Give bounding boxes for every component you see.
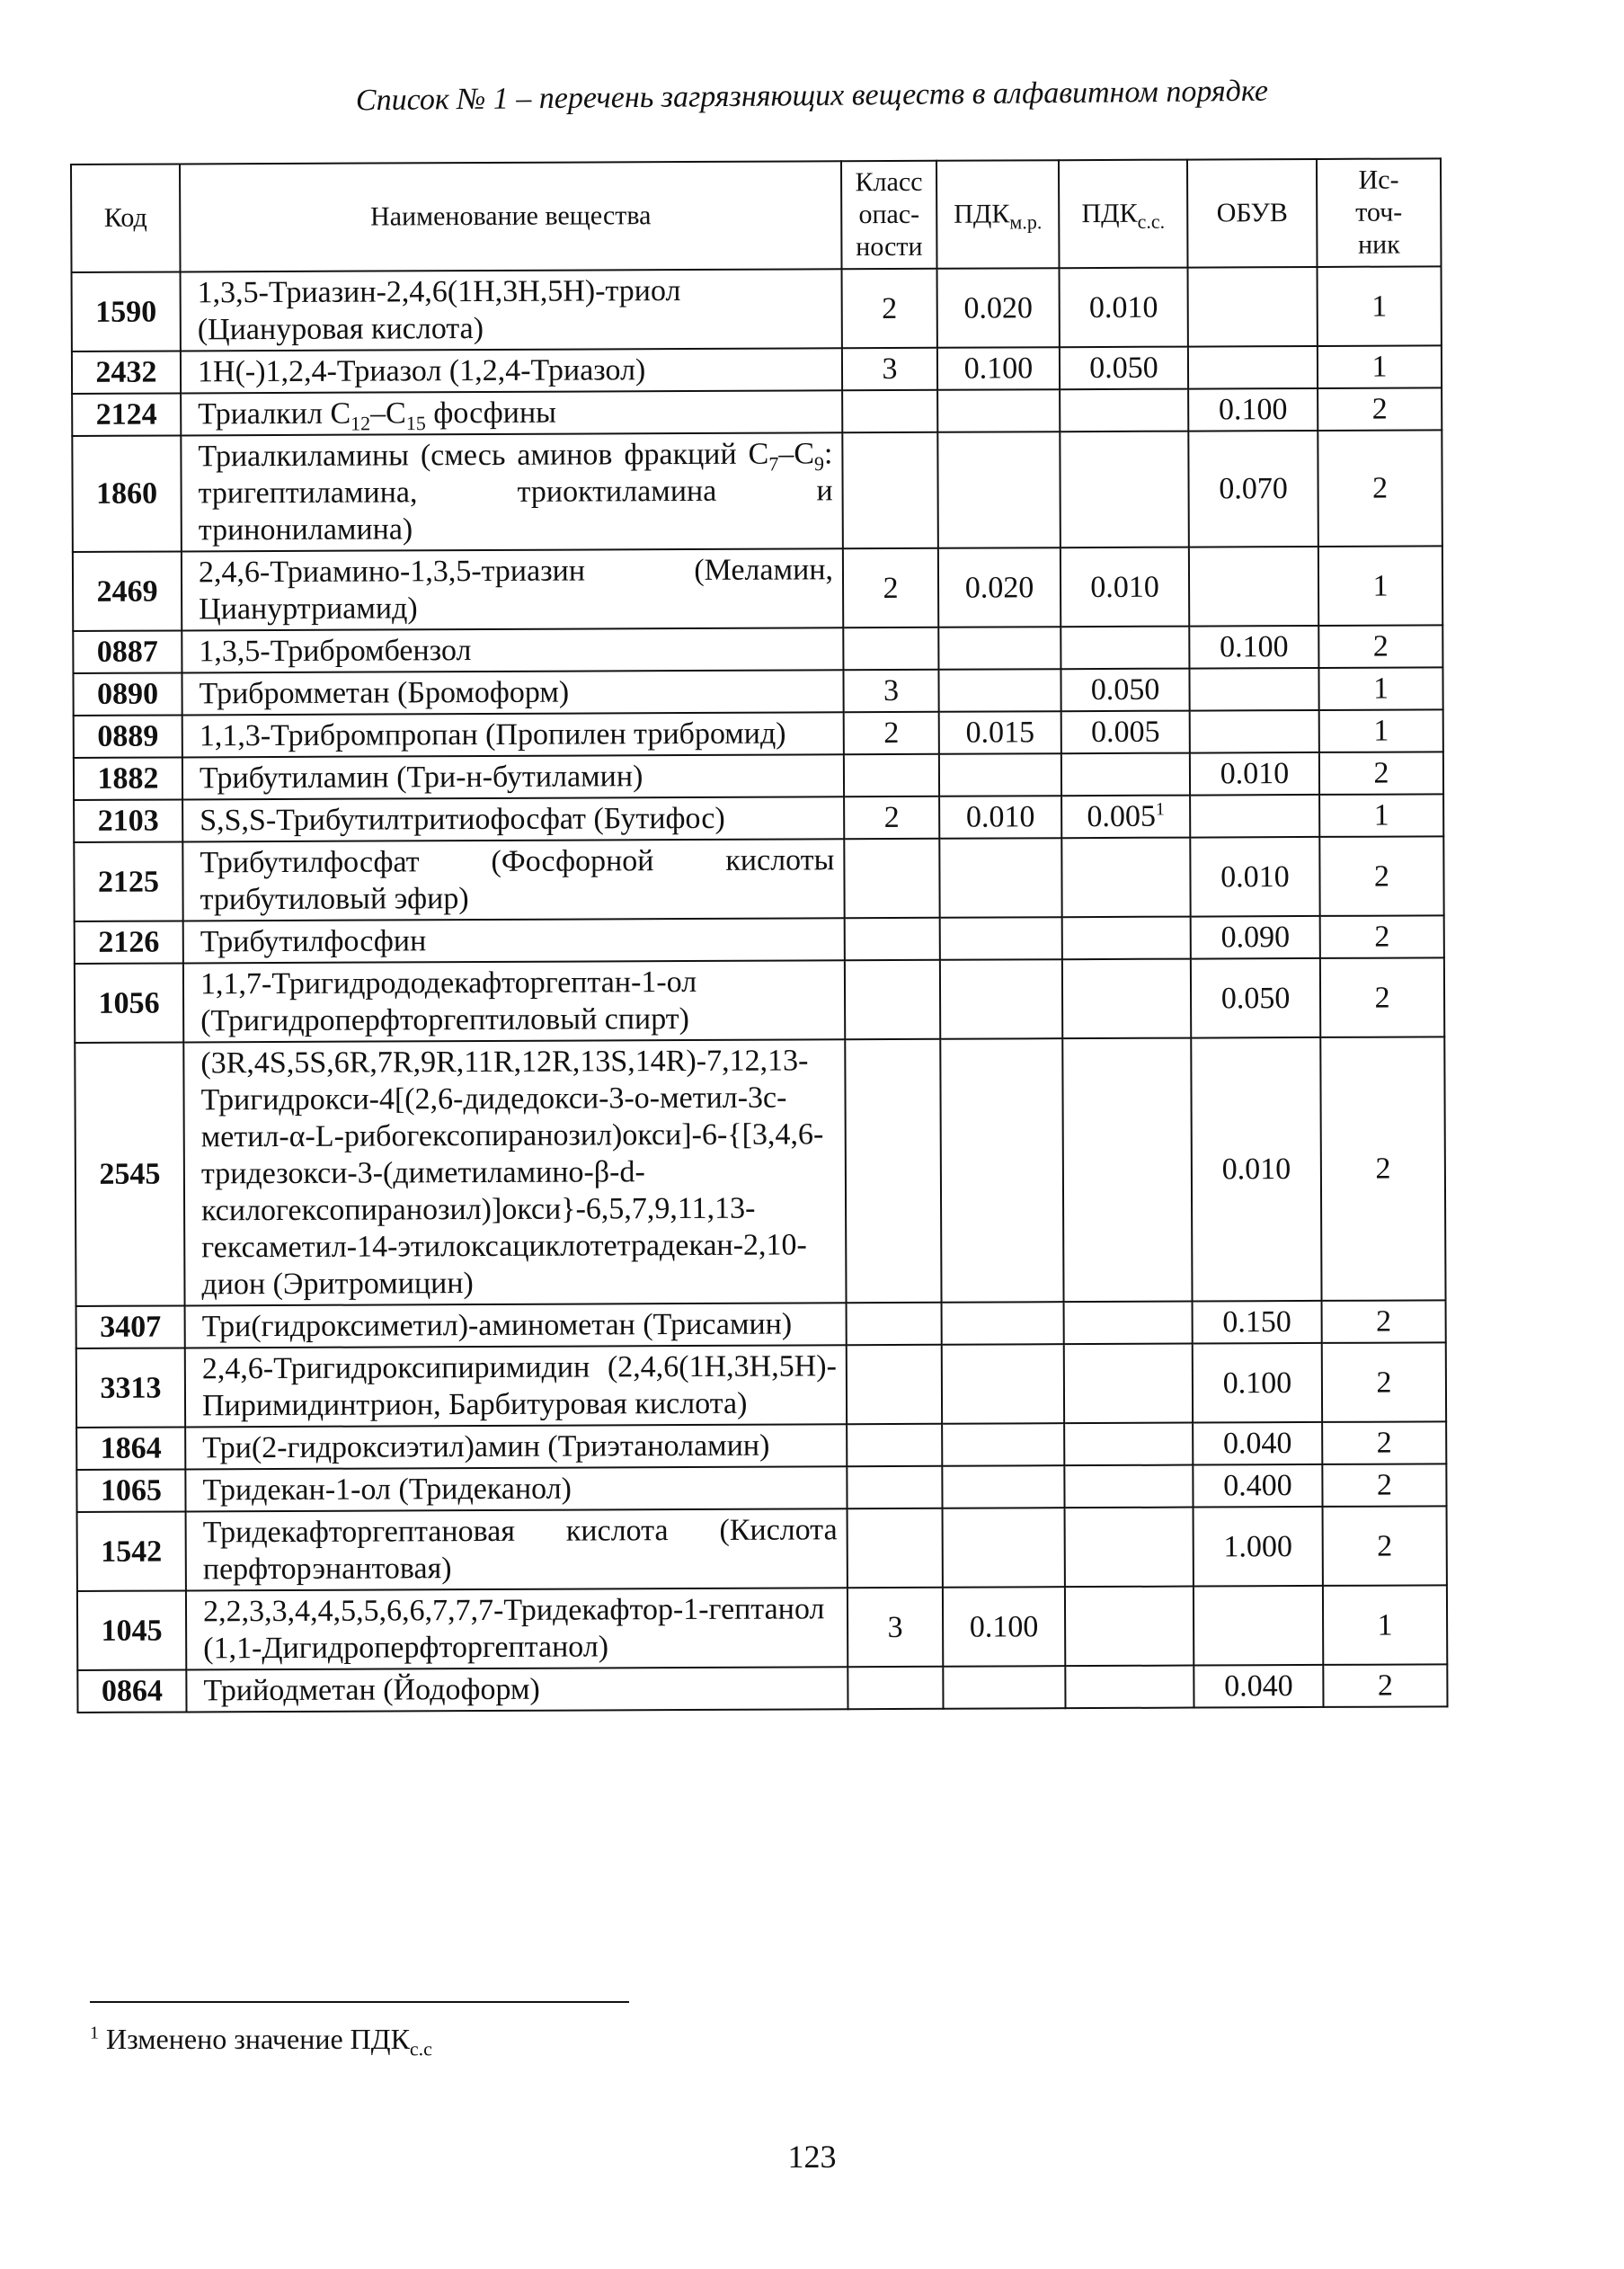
table-row: [73, 667, 1442, 716]
cell-code: 1542: [77, 1511, 186, 1591]
cell-source: 2: [1322, 1300, 1446, 1343]
table-row: [72, 345, 1442, 394]
cell-pdk-ss: [1061, 753, 1190, 796]
cell-hazard-class: [847, 1424, 942, 1466]
cell-obuv: 1.000: [1194, 1507, 1323, 1587]
table-row: [77, 1664, 1447, 1713]
cell-source: 1: [1318, 345, 1442, 388]
cell-name: 2,4,6-Тригидроксипиримидин (2,4,6(1Н,3Н,5Н)-Пиримидинтрион, Барбитуровая кислота): [185, 1345, 847, 1427]
cell-code: 2469: [73, 551, 182, 631]
cell-name: S,S,S-Трибутилтритиофосфат (Бутифос): [182, 796, 844, 841]
cell-code: 1864: [76, 1427, 185, 1470]
cell-name: 1,3,5-Трибромбензол: [182, 627, 843, 672]
cell-pdk-ss: [1061, 838, 1190, 918]
cell-hazard-class: [844, 839, 939, 918]
cell-pdk-ss: [1064, 1423, 1193, 1466]
cell-name: Триалкил $C_{12}-C_{15}$ фосфины: [181, 390, 842, 435]
cell-hazard-class: 3: [842, 348, 937, 390]
cell-code: 2103: [74, 799, 182, 842]
cell-obuv: 0.150: [1193, 1301, 1322, 1344]
table-row: [75, 1037, 1445, 1306]
cell-obuv: [1190, 710, 1319, 753]
cell-hazard-class: [845, 918, 940, 960]
cell-pdk-mr: [942, 1302, 1064, 1345]
cell-code: 0887: [73, 630, 182, 673]
cell-obuv: [1190, 795, 1319, 838]
cell-source: 2: [1318, 625, 1442, 668]
cell-hazard-class: 3: [843, 670, 938, 712]
cell-hazard-class: 3: [847, 1588, 943, 1667]
page-title: Список № 1 – перечень загрязняющих веществ в алфавитном порядке: [355, 74, 1269, 118]
cell-code: 2124: [72, 393, 181, 436]
cell-name: 1Н(-)1,2,4-Триазол (1,2,4-Триазол): [181, 348, 842, 393]
cell-hazard-class: [847, 1345, 942, 1424]
cell-name: 2,2,3,3,4,4,5,5,6,6,7,7,7-Тридекафтор-1-гептанол (1,1-Дигидроперфторгептанол): [186, 1588, 847, 1669]
cell-hazard-class: [844, 754, 939, 796]
table-row: [72, 430, 1442, 552]
cell-pdk-mr: [937, 389, 1060, 432]
cell-pdk-ss: [1064, 1344, 1193, 1424]
cell-obuv: [1188, 346, 1318, 389]
cell-obuv: 0.040: [1193, 1422, 1322, 1465]
table-row: [76, 1464, 1446, 1512]
cell-name: 1,1,3-Трибромпропан (Пропилен трибромид): [182, 712, 844, 757]
header-pdk-ss: $ПДК_{с.с.}$: [1059, 160, 1188, 269]
cell-name: Трибутиламин (Три-н-бутиламин): [182, 754, 844, 799]
header-pdk-mr: $ПДК_{м.р.}$: [936, 160, 1060, 269]
table-row: [75, 915, 1444, 964]
cell-code: 1590: [72, 271, 181, 351]
cell-pdk-mr: [939, 838, 1061, 918]
cell-obuv: [1194, 1586, 1323, 1666]
cell-hazard-class: [842, 432, 938, 548]
cell-obuv: 0.010: [1190, 837, 1319, 917]
cell-source: 2: [1320, 1037, 1445, 1301]
cell-pdk-mr: [943, 1508, 1065, 1588]
cell-pdk-ss: [1064, 1302, 1193, 1345]
cell-pdk-ss: 0.010: [1060, 547, 1189, 627]
cell-pdk-ss: [1065, 1587, 1194, 1667]
cell-code: 0889: [74, 715, 182, 758]
cell-source: 1: [1323, 1585, 1447, 1665]
table-row: [73, 625, 1442, 673]
cell-pdk-mr: [942, 1344, 1064, 1424]
cell-name: 2,4,6-Триамино-1,3,5-триазин (Меламин, Циануртриамид): [182, 548, 843, 630]
cell-hazard-class: 2: [842, 269, 937, 348]
cell-obuv: [1188, 267, 1318, 347]
cell-source: 1: [1319, 709, 1443, 752]
cell-pdk-mr: [942, 1465, 1064, 1508]
cell-hazard-class: [847, 1466, 942, 1508]
cell-pdk-mr: [938, 627, 1060, 670]
cell-obuv: 0.100: [1193, 1343, 1322, 1423]
cell-pdk-mr: [943, 1666, 1065, 1709]
cell-pdk-mr: 0.015: [939, 711, 1061, 754]
cell-hazard-class: [847, 1508, 943, 1588]
cell-source: 2: [1323, 1506, 1447, 1586]
cell-pdk-ss: [1062, 959, 1191, 1039]
cell-name: Тридекафторгептановая кислота (Кислота перфторэнантовая): [186, 1508, 847, 1590]
cell-pdk-mr: [940, 1038, 1063, 1303]
table-row: [77, 1506, 1447, 1591]
cell-obuv: 0.070: [1188, 431, 1318, 547]
cell-pdk-ss: 0.050: [1060, 347, 1188, 390]
cell-name: 1,3,5-Триазин-2,4,6(1Н,3Н,5Н)-триол (Циануровая кислота): [181, 269, 842, 351]
cell-hazard-class: 2: [844, 712, 939, 754]
cell-pdk-mr: 0.100: [943, 1587, 1065, 1667]
cell-code: 3313: [76, 1348, 185, 1428]
cell-source: 2: [1323, 1664, 1447, 1707]
cell-obuv: 0.100: [1188, 388, 1318, 432]
cell-source: 2: [1319, 836, 1443, 916]
cell-name: Трибутилфосфин: [183, 918, 845, 963]
cell-code: 1045: [77, 1590, 186, 1670]
cell-hazard-class: 2: [844, 796, 939, 839]
table-row: [74, 836, 1443, 921]
footnote-text: Изменено значение $ПДК_{с.с}$: [106, 2023, 432, 2060]
cell-pdk-ss: 0.005: [1061, 711, 1190, 754]
table-row: [73, 546, 1442, 631]
header-source: Ис- точ- ник: [1317, 158, 1442, 267]
cell-obuv: 0.100: [1189, 626, 1318, 669]
cell-name: Трийодметан (Йодоформ): [186, 1667, 847, 1712]
cell-obuv: 0.090: [1191, 916, 1320, 959]
cell-code: 1860: [72, 435, 182, 552]
cell-name: Три(2-гидроксиэтил)амин (Триэтаноламин): [185, 1424, 847, 1469]
cell-code: 1056: [75, 963, 183, 1043]
cell-pdk-ss: [1060, 627, 1189, 670]
cell-obuv: 0.010: [1191, 1037, 1321, 1302]
cell-pdk-ss: [1062, 917, 1191, 960]
cell-name: Триалкиламины (смесь аминов фракций $C_7-C_9$: тригептиламина, триоктиламина и тринониламина): [181, 432, 843, 551]
cell-code: 0864: [77, 1669, 186, 1713]
cell-source: 1: [1318, 546, 1442, 626]
cell-source: 2: [1318, 430, 1442, 547]
cell-pdk-ss: [1060, 389, 1188, 432]
cell-hazard-class: 2: [843, 548, 938, 627]
cell-pdk-ss: [1065, 1666, 1194, 1709]
table-row: [76, 1342, 1446, 1428]
table-row: [72, 387, 1442, 436]
cell-obuv: [1189, 668, 1318, 711]
cell-pdk-ss: 0.050: [1060, 669, 1189, 712]
header-hazard-class: Класс опас- ности: [841, 161, 937, 269]
cell-pdk-mr: 0.010: [939, 796, 1061, 839]
cell-code: 2432: [72, 351, 181, 394]
cell-pdk-mr: 0.020: [938, 547, 1060, 627]
cell-source: 1: [1318, 266, 1442, 346]
cell-source: 2: [1322, 1464, 1446, 1507]
cell-code: 2545: [75, 1042, 184, 1306]
cell-name: Тридекан-1-ол (Тридеканол): [185, 1466, 847, 1511]
cell-pdk-mr: [939, 753, 1061, 796]
page-number: 123: [787, 2139, 837, 2175]
cell-pdk-mr: 0.100: [937, 347, 1060, 390]
header-name: Наименование вещества: [180, 161, 842, 271]
cell-pdk-ss: [1062, 1038, 1192, 1303]
header-obuv: ОБУВ: [1187, 159, 1318, 268]
cell-obuv: 0.400: [1193, 1464, 1322, 1508]
table-row: [74, 709, 1443, 758]
cell-pdk-mr: [940, 959, 1062, 1039]
table-row: [74, 752, 1443, 800]
cell-name: Трибутилфосфат (Фосфорной кислоты трибутиловый эфир): [182, 839, 844, 921]
cell-obuv: 0.050: [1191, 958, 1320, 1038]
cell-obuv: 0.010: [1190, 752, 1319, 796]
cell-hazard-class: [847, 1303, 942, 1345]
substances-table-wrap: [70, 157, 1447, 1713]
cell-hazard-class: [843, 627, 938, 670]
cell-pdk-mr: [942, 1423, 1064, 1466]
footnote: [90, 2023, 432, 2060]
cell-source: 1: [1318, 667, 1442, 710]
cell-pdk-ss: [1065, 1508, 1194, 1588]
table-row: [76, 1300, 1446, 1348]
cell-name: (3R,4S,5S,6R,7R,9R,11R,12R,13S,14R)-7,12,13-Тригидрокси-4[(2,6-дидедокси-3-о-метил-3с-метил-α-L-рибогексопиранозил)окси]-6-{[3,4,6-тридезокси-3-(диметиламино-β-d-ксилогексопиранозил)]окси}-6,5,7,9,11,13-гексаметил-14-этилоксациклотетрадекан-2,10-дион (Эритромицин): [183, 1039, 846, 1305]
cell-hazard-class: [842, 390, 937, 432]
cell-pdk-ss: [1060, 432, 1189, 548]
cell-obuv: [1189, 547, 1318, 627]
cell-source: 2: [1320, 957, 1444, 1037]
cell-name: Трибромметан (Бромоформ): [182, 670, 843, 715]
cell-obuv: 0.040: [1194, 1665, 1323, 1708]
cell-source: 2: [1320, 915, 1444, 958]
cell-code: 1065: [76, 1469, 185, 1512]
cell-hazard-class: [847, 1667, 943, 1709]
table-row: [77, 1585, 1447, 1670]
cell-pdk-ss: 0.010: [1060, 268, 1188, 348]
footnote-ref: 1: [1155, 799, 1165, 820]
footnote-rule: [90, 2001, 629, 2003]
table-row: [74, 794, 1443, 842]
cell-code: 1882: [74, 757, 182, 800]
cell-name: 1,1,7-Тригидрододекафторгептан-1-ол (Тригидроперфторгептиловый спирт): [183, 960, 845, 1042]
cell-code: 2126: [75, 921, 183, 964]
cell-name: Три(гидроксиметил)-аминометан (Трисамин): [185, 1303, 847, 1348]
cell-hazard-class: [845, 1039, 941, 1303]
table-header-row: [71, 158, 1442, 272]
header-code: Код: [71, 164, 181, 272]
cell-code: 2125: [74, 841, 182, 921]
table-row: [72, 266, 1442, 351]
cell-pdk-ss: 0.005$^1$: [1061, 796, 1190, 839]
cell-pdk-mr: [937, 432, 1060, 548]
cell-pdk-ss: [1064, 1465, 1193, 1508]
cell-code: 3407: [76, 1305, 185, 1348]
cell-source: 2: [1318, 387, 1442, 431]
cell-source: 2: [1319, 752, 1443, 795]
cell-pdk-mr: [938, 669, 1060, 712]
cell-source: 2: [1322, 1421, 1446, 1464]
cell-hazard-class: [845, 960, 940, 1039]
cell-code: 0890: [73, 672, 182, 716]
cell-pdk-mr: [940, 917, 1062, 960]
cell-source: 1: [1319, 794, 1443, 837]
cell-source: 2: [1322, 1342, 1446, 1422]
footnote-mark: 1: [90, 2023, 99, 2043]
table-row: [75, 957, 1444, 1043]
table-row: [76, 1421, 1446, 1470]
cell-pdk-mr: 0.020: [937, 268, 1060, 348]
substances-table: [70, 157, 1449, 1713]
